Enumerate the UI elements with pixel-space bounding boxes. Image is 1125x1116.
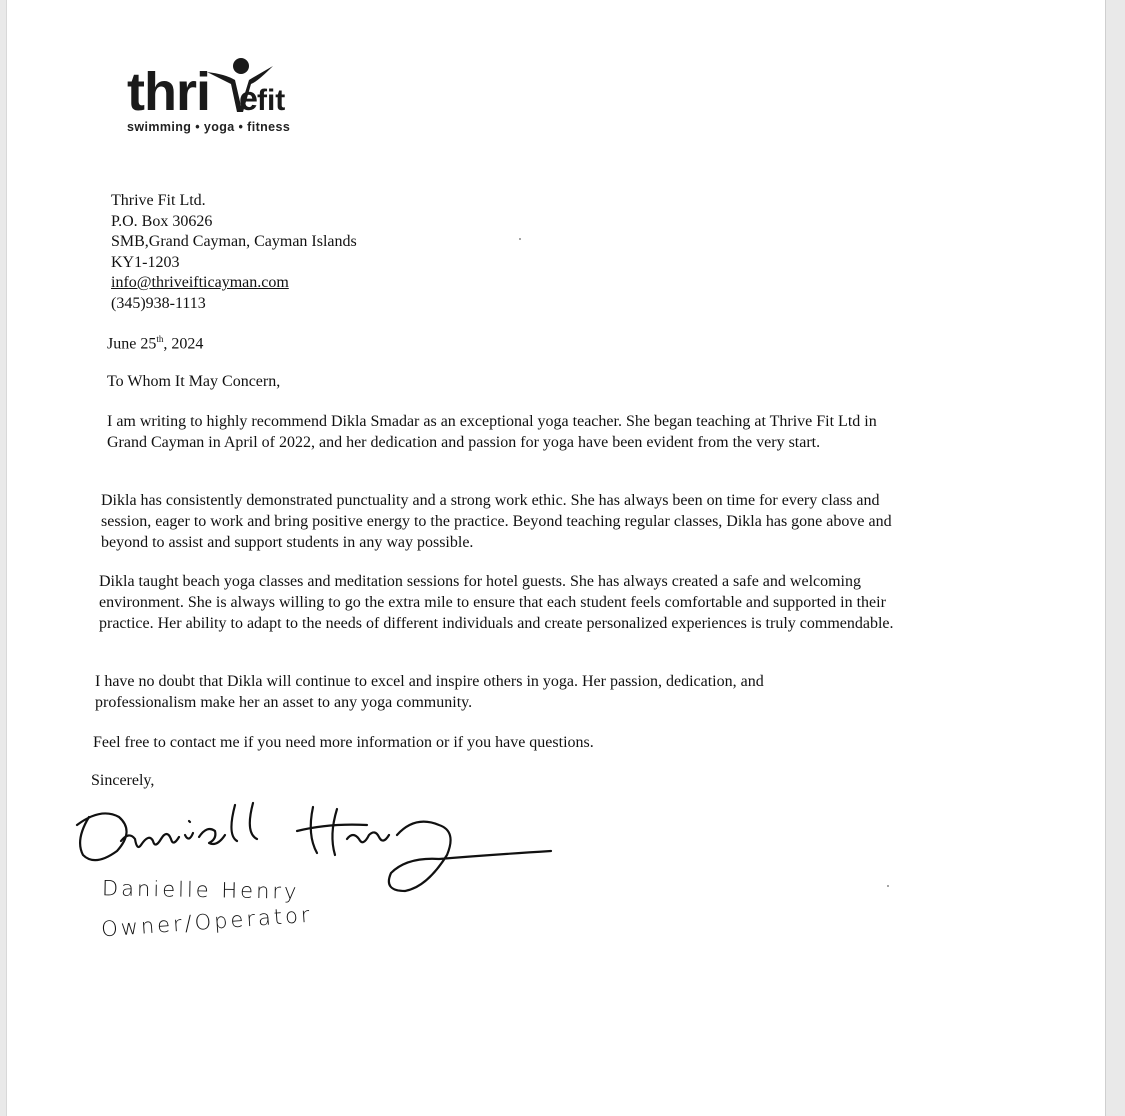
letter-page <box>6 0 1106 1116</box>
closing: Sincerely, <box>91 772 155 789</box>
salutation: To Whom It May Concern, <box>107 373 281 390</box>
body-paragraph-1: I am writing to highly recommend Dikla Smadar as an exceptional yoga teacher. She began teaching at Thrive Fit Ltd in Grand Cayman in April of 2022, and her dedication and passion for yoga have been evident from the very start. <box>107 413 877 451</box>
person-figure-icon <box>205 54 275 114</box>
sender-address <box>111 191 357 314</box>
phone: (345)938-1113 <box>111 294 206 312</box>
body-paragraph-5: Feel free to contact me if you need more information or if you have questions. <box>93 734 594 751</box>
handwritten-title: Owner/Operator <box>100 902 314 942</box>
handwritten-name: Danielle Henry <box>101 876 300 904</box>
scan-speck <box>519 238 521 240</box>
po-box: P.O. Box 30626 <box>111 212 213 230</box>
thrivefit-logo <box>119 52 319 142</box>
logo-tagline: swimming • yoga • fitness <box>127 120 291 134</box>
scan-speck <box>887 885 889 887</box>
company-name: Thrive Fit Ltd. <box>111 192 206 209</box>
letter-date: June 25th, 2024 <box>107 334 204 353</box>
logo-wordmark: thri efit <box>127 62 286 122</box>
body-paragraph-4: I have no doubt that Dikla will continue to excel and inspire others in yoga. Her passion, dedication, and professionalism make her an asset to any yoga community. <box>95 673 764 711</box>
body-paragraph-3: Dikla taught beach yoga classes and meditation sessions for hotel guests. She has always created a safe and welcoming environment. She is always willing to go the extra mile to ensure that each student feels comfortable and supported in their practice. Her ability to adapt to the needs of different individuals and create personalized experiences is truly commendable. <box>99 573 894 632</box>
body-paragraph-2: Dikla has consistently demonstrated punctuality and a strong work ethic. She has always been on time for every class and session, eager to work and bring positive energy to the practice. Beyond teaching regular classes, Dikla has gone above and beyond to assist and support students in any way possible. <box>101 492 892 551</box>
postal-code: KY1-1203 <box>111 253 180 271</box>
email-link[interactable]: info@thriveifticayman.com <box>111 274 289 291</box>
location: SMB,Grand Cayman, Cayman Islands <box>111 233 357 250</box>
